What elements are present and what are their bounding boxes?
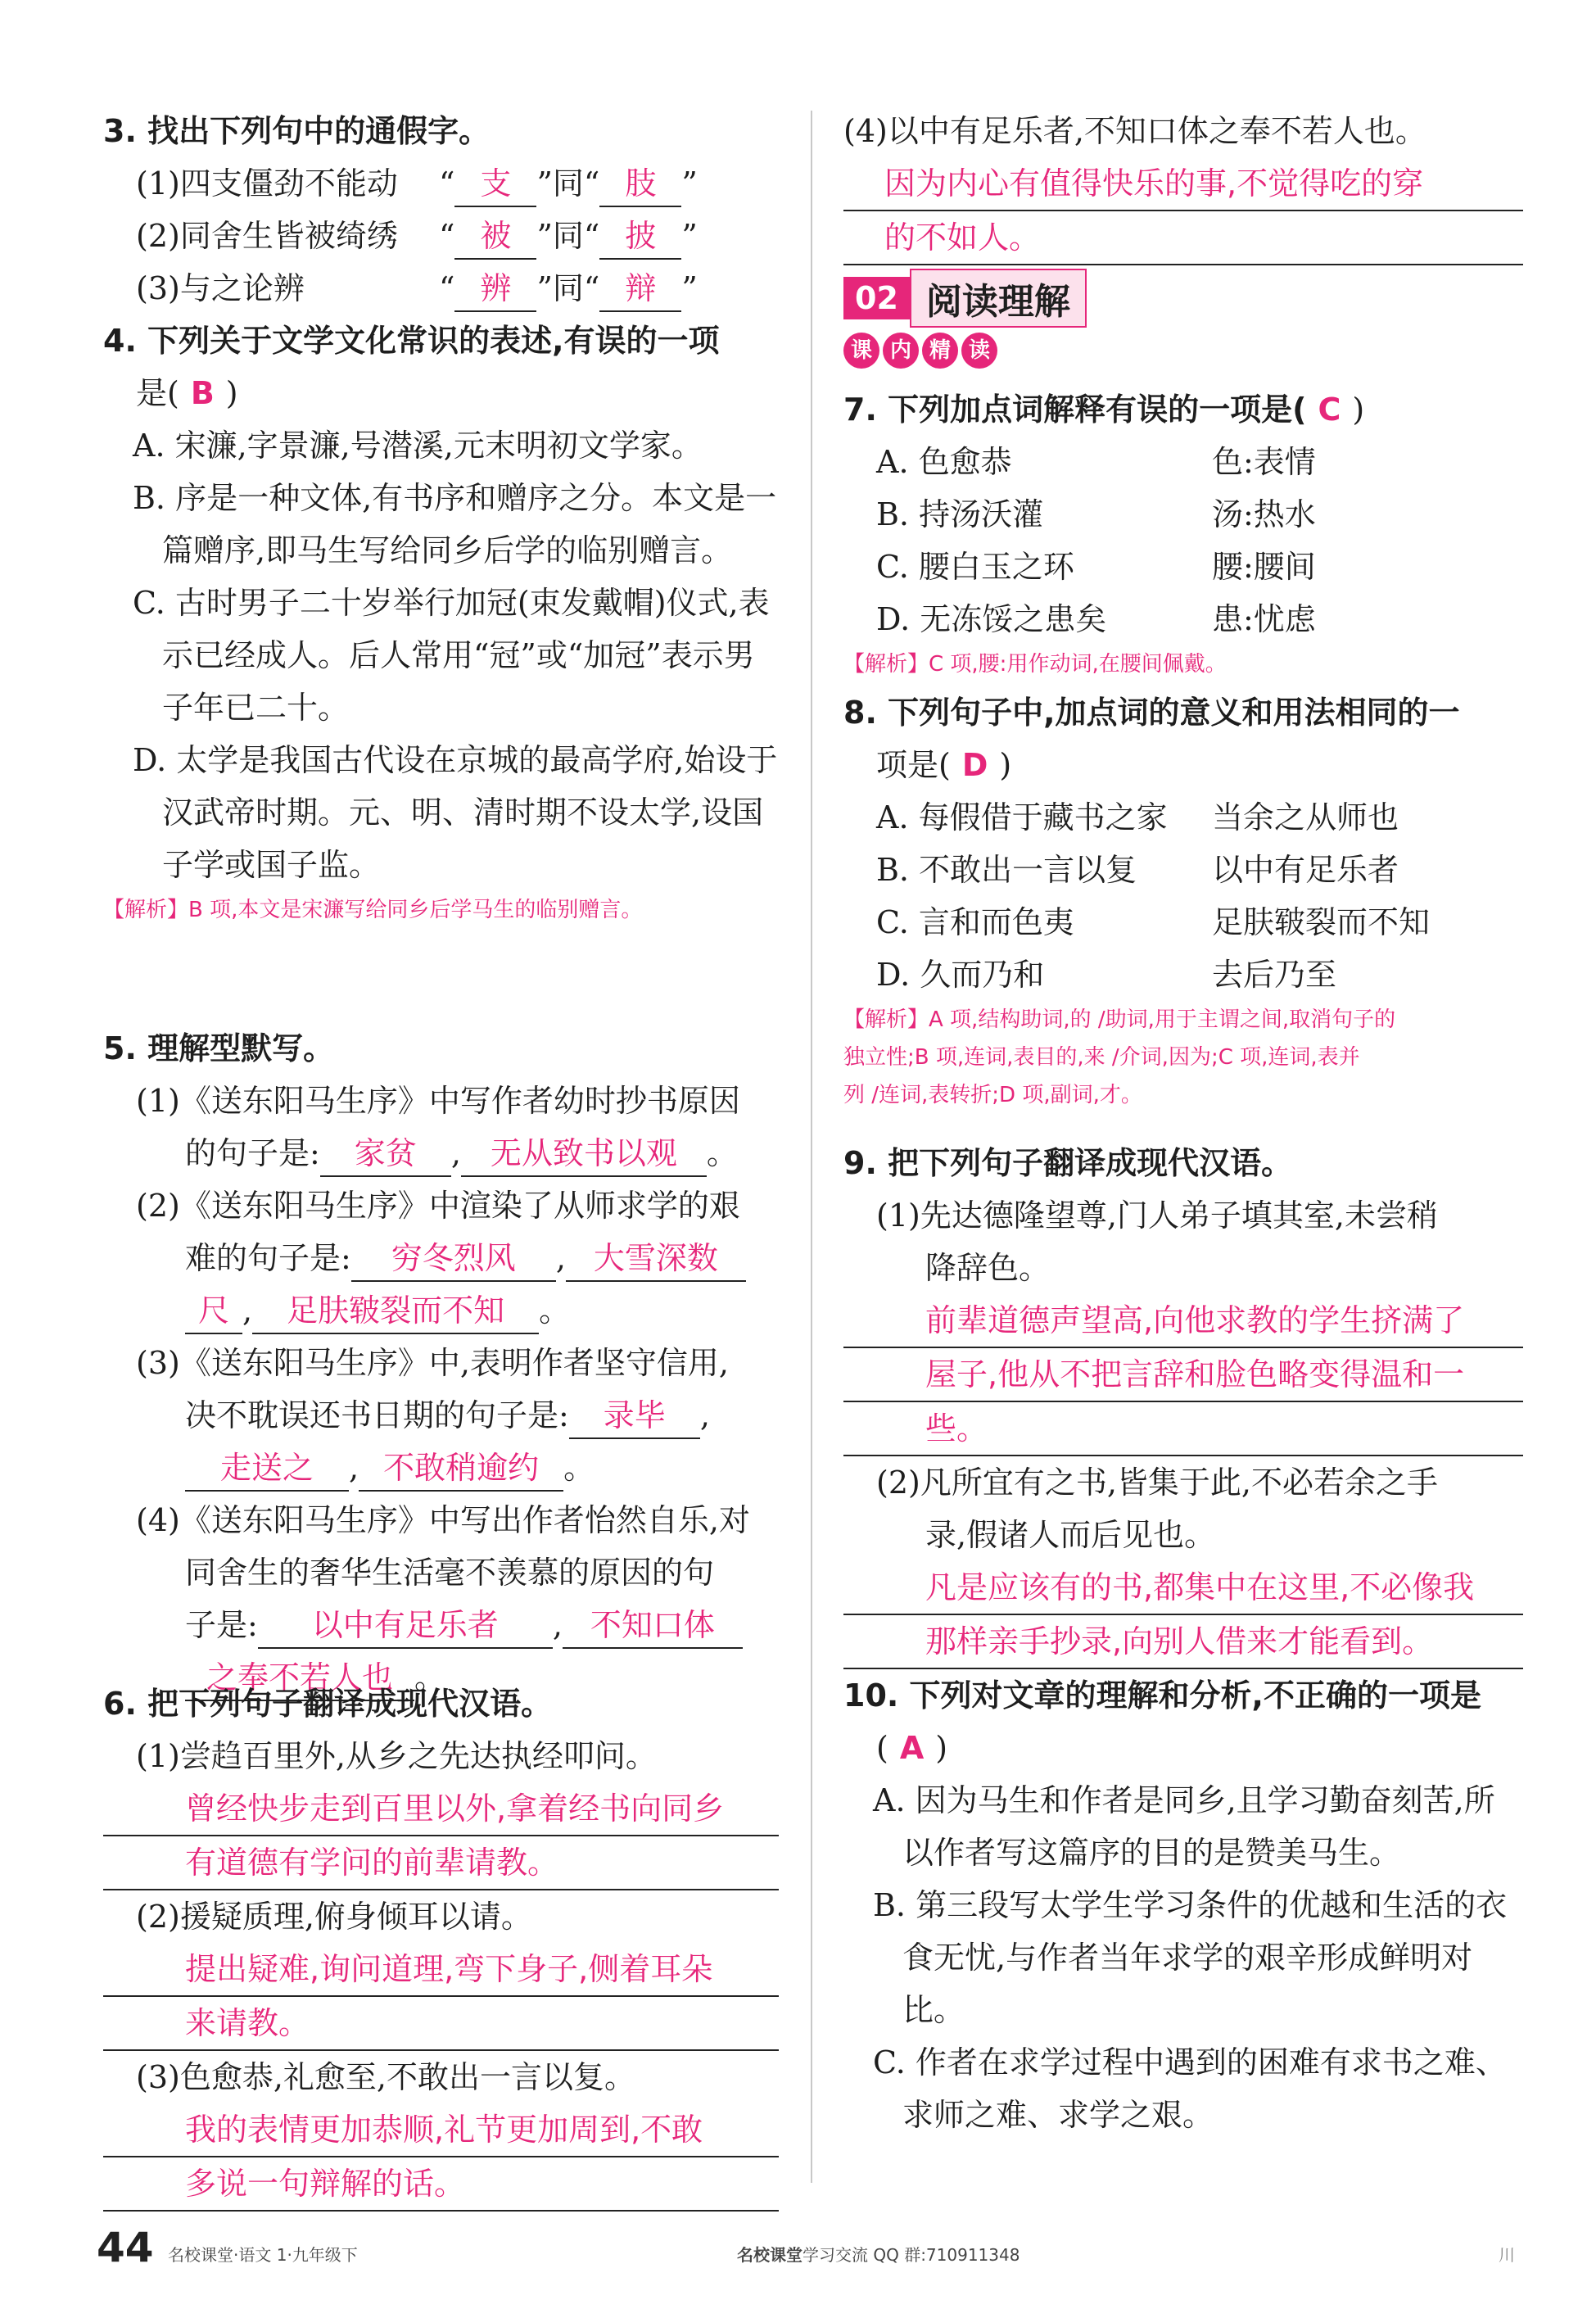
- answer-blank: 被: [454, 214, 536, 260]
- section-subtag: 课 内 精 读: [843, 333, 997, 369]
- analysis: 【解析】B 项,本文是宋濂写给同乡后学马生的临别赠言。: [103, 898, 643, 922]
- question-stem: 8. 下列句子中,加点词的意义和用法相同的一: [843, 695, 1460, 731]
- analysis: 独立性;B 项,连词,表目的,来 /介词,因为;C 项,连词,表并: [843, 1045, 1360, 1070]
- qq-group: 学习交流 QQ 群:710911348: [803, 2245, 1020, 2265]
- item-answer-row: 尺 , 足肤皲裂而不知 。: [103, 1284, 779, 1337]
- translation-answer: 前辈道德声望高,向他求教的学生挤满了: [843, 1294, 1523, 1348]
- translation-answer: 因为内心有值得快乐的事,不觉得吃的穿: [843, 157, 1523, 211]
- question-stem: 10. 下列对文章的理解和分析,不正确的一项是: [843, 1677, 1481, 1714]
- option-row: D. 无冻馁之患矣 患:忧虑: [876, 601, 1316, 637]
- corner-mark: 川: [1499, 2245, 1515, 2265]
- item-text: (1)先达德隆望尊,门人弟子填其室,未尝稍: [876, 1197, 1438, 1234]
- answer: C: [1318, 392, 1341, 428]
- page-number: 44: [97, 2224, 154, 2271]
- question-stem: 5. 理解型默写。: [103, 1030, 335, 1066]
- question-8: 8. 下列句子中,加点词的意义和用法相同的一 项是( D ) A. 每假借于藏书之家 当余之从师也 B. 不敢出一言以复 以中有足乐者 C. 言和而色夷 足肤皲裂而不知 D. 久而乃和 去后乃至 【解析】A 项,结构助词,的 /助词,用于主谓之间,取消句子的 独立性;B 项,连词,表目的,来 /介词,因为;C 项,连词,表并 列 /连词,表转折;D 项,副词,才。: [843, 686, 1523, 1114]
- same-as-label: 同: [552, 270, 584, 306]
- item-row: (3)与之论辨 “ 辨 ”同“ 辩 ”: [103, 262, 779, 315]
- section-header: [843, 269, 1087, 328]
- item-answer-row: 走送之 , 不敢稍逾约 。: [103, 1442, 779, 1494]
- option-row: B. 不敢出一言以复 以中有足乐者: [876, 852, 1399, 888]
- translation-answer: 我的表情更加恭顺,礼节更加周到,不敢: [103, 2103, 779, 2157]
- question-stem: 6. 把下列句子翻译成现代汉语。: [103, 1686, 553, 1722]
- option-row: C. 腰白玉之环 腰:腰间: [876, 549, 1316, 585]
- answer-blank: 辨: [454, 266, 536, 312]
- answer-blank: 家贫: [320, 1131, 451, 1177]
- item-answer-row: 难的句子是: 穷冬烈风 , 大雪深数: [103, 1232, 779, 1284]
- translation-answer: 凡是应该有的书,都集中在这里,不必像我: [843, 1561, 1523, 1615]
- translation-answer: 来请教。: [103, 1997, 779, 2051]
- footer-brand: [737, 2242, 1020, 2266]
- answer-blank: 肢: [599, 161, 681, 207]
- item-text: (3)《送东阳马生序》中,表明作者坚守信用,: [136, 1345, 729, 1381]
- option-b: B. 序是一种文体,有书序和赠序之分。本文是一篇赠序,即马生写给同乡后学的临别赠言。: [133, 480, 777, 568]
- brand-logo: 名校课堂: [737, 2245, 803, 2265]
- item-text: (4)以中有足乐者,不知口体之奉不若人也。: [843, 113, 1426, 149]
- answer-blank: 不敢稍逾约: [359, 1446, 563, 1492]
- item-text: 同舍生的奢华生活毫不羡慕的原因的句: [185, 1555, 715, 1591]
- answer-blank: 大雪深数: [566, 1236, 746, 1282]
- answer-blank: 不知口体: [563, 1603, 743, 1649]
- question-3: [103, 105, 779, 315]
- item-row: (1)四支僵劲不能动 “ 支 ”同“ 肢 ”: [103, 157, 779, 210]
- answer-blank: 足肤皲裂而不知: [252, 1288, 539, 1334]
- item-text: (1)四支僵劲不能动: [136, 165, 398, 201]
- item-text: (2)援疑质理,俯身倾耳以请。: [136, 1899, 532, 1935]
- answer-blank: 辩: [599, 266, 681, 312]
- translation-answer: 多说一句辩解的话。: [103, 2157, 779, 2212]
- option-c: C. 作者在求学过程中遇到的困难有求书之难、求师之难、求学之艰。: [873, 2044, 1507, 2133]
- option-row: A. 色愈恭 色:表情: [876, 444, 1316, 480]
- section-title: 阅读理解: [910, 269, 1087, 328]
- answer: A: [899, 1730, 925, 1766]
- translation-answer: 些。: [843, 1402, 1523, 1456]
- question-6-item-4: [843, 105, 1523, 265]
- item-text: (2)《送东阳马生序》中渲染了从师求学的艰: [136, 1188, 740, 1224]
- column-divider: [811, 111, 812, 2183]
- answer-blank: 走送之: [185, 1446, 349, 1492]
- item-answer-row: 的句子是: 家贫 , 无从致书以观 。: [103, 1127, 779, 1179]
- answer-blank: 录毕: [569, 1393, 700, 1439]
- answer-blank: 以中有足乐者: [258, 1603, 553, 1649]
- item-answer-row: 决不耽误还书日期的句子是: 录毕 ,: [103, 1389, 779, 1442]
- question-7: 7. 下列加点词解释有误的一项是( C ) A. 色愈恭 色:表情 B. 持汤沃灌 汤:热水 C. 腰白玉之环 腰:腰间 D. 无冻馁之患矣 患:忧虑 【解析】C 项,腰:用作动词,在腰间佩戴。: [843, 383, 1523, 683]
- question-stem: 3. 找出下列句中的通假字。: [103, 113, 491, 149]
- answer-blank: 披: [599, 214, 681, 260]
- page-footer: [0, 2224, 1596, 2273]
- item-text: (2)凡所宜有之书,皆集于此,不必若余之手: [876, 1465, 1438, 1501]
- question-4: [103, 315, 779, 929]
- question-stem: 4. 下列关于文学文化常识的表述,有误的一项: [103, 323, 720, 359]
- answer-blank: 尺: [185, 1288, 242, 1334]
- analysis: 【解析】A 项,结构助词,的 /助词,用于主谓之间,取消句子的: [843, 1007, 1396, 1032]
- question-stem: 7. 下列加点词解释有误的一项是(: [843, 392, 1307, 428]
- option-row: D. 久而乃和 去后乃至: [876, 957, 1337, 993]
- answer: D: [961, 747, 988, 783]
- answer-blank: 无从致书以观: [461, 1131, 707, 1177]
- question-6: [103, 1677, 779, 2212]
- translation-answer: 屋子,他从不把言辞和脸色略变得温和一: [843, 1348, 1523, 1402]
- item-text: 降辞色。: [925, 1250, 1051, 1286]
- analysis: 【解析】C 项,腰:用作动词,在腰间佩戴。: [843, 652, 1227, 677]
- item-answer-row: 之奉不若人也 。: [103, 1651, 779, 1704]
- option-row: C. 言和而色夷 足肤皲裂而不知: [876, 904, 1431, 940]
- item-answer-row: 子是: 以中有足乐者 , 不知口体: [103, 1599, 779, 1651]
- translation-answer: 曾经快步走到百里以外,拿着经书向同乡: [103, 1782, 779, 1836]
- option-row: A. 每假借于藏书之家 当余之从师也: [876, 799, 1399, 835]
- answer-blank: 支: [454, 161, 536, 207]
- question-9: [843, 1137, 1523, 1669]
- same-as-label: 同: [552, 165, 584, 201]
- option-b: B. 第三段写太学生学习条件的优越和生活的衣食无忧,与作者当年求学的艰辛形成鲜明对比。: [873, 1887, 1508, 2028]
- option-c: C. 古时男子二十岁举行加冠(束发戴帽)仪式,表示已经成人。后人常用“冠”或“加冠”表示男子年已二十。: [133, 585, 770, 726]
- item-text: (4)《送东阳马生序》中写出作者怡然自乐,对: [136, 1502, 750, 1538]
- analysis: 列 /连词,表转折;D 项,副词,才。: [843, 1083, 1142, 1107]
- item-text: (3)色愈恭,礼愈至,不敢出一言以复。: [136, 2059, 635, 2095]
- item-text: (2)同舍生皆被绮绣: [136, 218, 398, 254]
- item-text: 录,假诸人而后见也。: [925, 1517, 1216, 1553]
- option-a: A. 因为马生和作者是同乡,且学习勤奋刻苦,所以作者写这篇序的目的是赞美马生。: [873, 1782, 1495, 1871]
- translation-answer: 提出疑难,询问道理,弯下身子,侧着耳朵: [103, 1943, 779, 1997]
- item-text: (1)尝趋百里外,从乡之先达执经叩问。: [136, 1738, 657, 1774]
- question-stem: 9. 把下列句子翻译成现代汉语。: [843, 1145, 1293, 1181]
- translation-answer: 的不如人。: [843, 211, 1523, 265]
- answer-blank: 之奉不若人也: [185, 1655, 414, 1701]
- same-as-label: 同: [552, 218, 584, 254]
- translation-answer: 有道德有学问的前辈请教。: [103, 1836, 779, 1890]
- answer: B: [190, 375, 215, 411]
- item-text: (3)与之论辨: [136, 270, 305, 306]
- option-a: A. 宋濂,字景濂,号潜溪,元末明初文学家。: [133, 428, 703, 464]
- answer-blank: 穷冬烈风: [351, 1236, 556, 1282]
- question-5: [103, 1022, 779, 1704]
- book-title: 名校课堂·语文 1·九年级下: [168, 2245, 358, 2265]
- translation-answer: 那样亲手抄录,向别人借来才能看到。: [843, 1615, 1523, 1669]
- section-number: 02: [843, 277, 910, 319]
- item-text: (1)《送东阳马生序》中写作者幼时抄书原因: [136, 1083, 740, 1119]
- option-row: B. 持汤沃灌 汤:热水: [876, 496, 1316, 532]
- option-d: D. 太学是我国古代设在京城的最高学府,始设于汉武帝时期。元、明、清时期不设太学,设国子学或国子监。: [133, 742, 778, 883]
- item-row: (2)同舍生皆被绮绣 “ 被 ”同“ 披 ”: [103, 210, 779, 262]
- question-stem-cont: 是( B ): [136, 375, 238, 411]
- question-10: 10. 下列对文章的理解和分析,不正确的一项是 ( A ) A. 因为马生和作者是同乡,且学习勤奋刻苦,所以作者写这篇序的目的是赞美马生。 B. 第三段写太学生学习条件的优越和生活的衣食无忧,与作者当年求学的艰辛形成鲜明对比。 C. 作者在求学过程中遇到的困难有求书之难、求师之难、求学之艰。: [843, 1669, 1523, 2141]
